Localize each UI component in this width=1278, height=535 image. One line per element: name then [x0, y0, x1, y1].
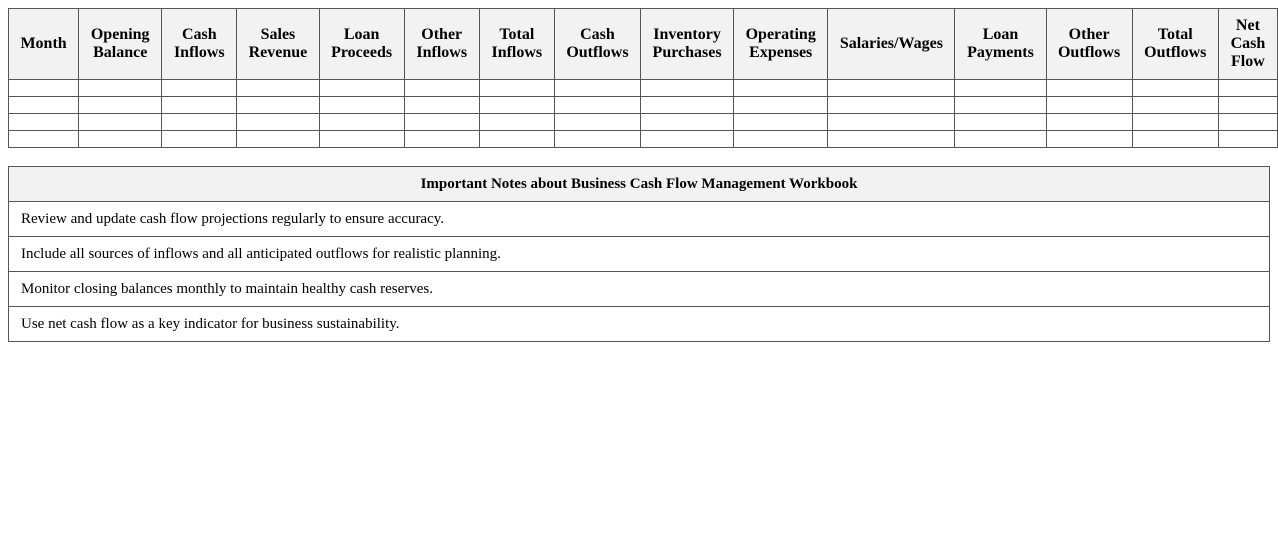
cell-salaries-wages[interactable] [828, 97, 955, 114]
column-header-cash-inflows: Cash Inflows [162, 9, 237, 80]
cell-loan-proceeds[interactable] [319, 114, 404, 131]
cell-sales-revenue[interactable] [237, 131, 319, 148]
column-header-cash-outflows: Cash Outflows [554, 9, 640, 80]
table-row [9, 131, 1278, 148]
cell-other-inflows[interactable] [404, 114, 479, 131]
cell-inventory-purchases[interactable] [641, 131, 734, 148]
cell-cash-inflows[interactable] [162, 80, 237, 97]
cell-cash-inflows[interactable] [162, 131, 237, 148]
cell-loan-proceeds[interactable] [319, 97, 404, 114]
note-item: Include all sources of inflows and all anticipated outflows for realistic planning. [9, 237, 1270, 272]
cash-flow-table [8, 8, 1278, 148]
cell-total-outflows[interactable] [1132, 114, 1218, 131]
header-row [9, 9, 1278, 80]
notes-header-row [9, 167, 1270, 202]
cell-cash-outflows[interactable] [554, 80, 640, 97]
note-item: Review and update cash flow projections regularly to ensure accuracy. [9, 202, 1270, 237]
column-header-other-outflows: Other Outflows [1046, 9, 1132, 80]
cell-inventory-purchases[interactable] [641, 97, 734, 114]
column-header-opening-balance: Opening Balance [79, 9, 162, 80]
column-header-net-cash-flow: Net Cash Flow [1218, 9, 1277, 80]
column-header-salaries-wages: Salaries/Wages [828, 9, 955, 80]
cell-net-cash-flow[interactable] [1218, 131, 1277, 148]
cell-other-inflows[interactable] [404, 97, 479, 114]
cell-other-outflows[interactable] [1046, 114, 1132, 131]
cell-month[interactable] [9, 97, 79, 114]
note-row [9, 202, 1270, 237]
cell-other-inflows[interactable] [404, 131, 479, 148]
cell-net-cash-flow[interactable] [1218, 114, 1277, 131]
notes-table [8, 166, 1270, 342]
cell-other-outflows[interactable] [1046, 80, 1132, 97]
cell-month[interactable] [9, 80, 79, 97]
cash-flow-table-body [9, 80, 1278, 148]
cell-total-outflows[interactable] [1132, 97, 1218, 114]
column-header-month: Month [9, 9, 79, 80]
column-header-sales-revenue: Sales Revenue [237, 9, 319, 80]
cell-loan-payments[interactable] [955, 80, 1046, 97]
cell-total-inflows[interactable] [479, 131, 554, 148]
note-row [9, 272, 1270, 307]
cell-other-outflows[interactable] [1046, 131, 1132, 148]
cell-opening-balance[interactable] [79, 97, 162, 114]
cell-net-cash-flow[interactable] [1218, 97, 1277, 114]
cell-cash-outflows[interactable] [554, 131, 640, 148]
cell-opening-balance[interactable] [79, 80, 162, 97]
cell-salaries-wages[interactable] [828, 114, 955, 131]
column-header-total-inflows: Total Inflows [479, 9, 554, 80]
cell-other-outflows[interactable] [1046, 97, 1132, 114]
note-row [9, 307, 1270, 342]
cell-salaries-wages[interactable] [828, 131, 955, 148]
cell-month[interactable] [9, 131, 79, 148]
cell-loan-proceeds[interactable] [319, 80, 404, 97]
cell-opening-balance[interactable] [79, 131, 162, 148]
cell-salaries-wages[interactable] [828, 80, 955, 97]
note-row [9, 237, 1270, 272]
cell-operating-expenses[interactable] [734, 114, 828, 131]
cash-flow-table-container [8, 8, 1278, 148]
column-header-total-outflows: Total Outflows [1132, 9, 1218, 80]
cell-inventory-purchases[interactable] [641, 114, 734, 131]
cell-operating-expenses[interactable] [734, 131, 828, 148]
cell-net-cash-flow[interactable] [1218, 80, 1277, 97]
cell-total-outflows[interactable] [1132, 131, 1218, 148]
cell-sales-revenue[interactable] [237, 114, 319, 131]
column-header-loan-payments: Loan Payments [955, 9, 1046, 80]
column-header-operating-expenses: Operating Expenses [734, 9, 828, 80]
cell-loan-proceeds[interactable] [319, 131, 404, 148]
cell-sales-revenue[interactable] [237, 80, 319, 97]
table-row [9, 80, 1278, 97]
cell-operating-expenses[interactable] [734, 80, 828, 97]
cell-inventory-purchases[interactable] [641, 80, 734, 97]
cell-total-inflows[interactable] [479, 97, 554, 114]
table-row [9, 97, 1278, 114]
table-row [9, 114, 1278, 131]
cell-cash-inflows[interactable] [162, 114, 237, 131]
cell-cash-outflows[interactable] [554, 114, 640, 131]
column-header-inventory-purchases: Inventory Purchases [641, 9, 734, 80]
cell-sales-revenue[interactable] [237, 97, 319, 114]
cell-month[interactable] [9, 114, 79, 131]
notes-title: Important Notes about Business Cash Flow Management Workbook [9, 167, 1270, 202]
cell-total-inflows[interactable] [479, 114, 554, 131]
column-header-loan-proceeds: Loan Proceeds [319, 9, 404, 80]
cell-total-inflows[interactable] [479, 80, 554, 97]
column-header-other-inflows: Other Inflows [404, 9, 479, 80]
cell-loan-payments[interactable] [955, 114, 1046, 131]
note-item: Monitor closing balances monthly to maintain healthy cash reserves. [9, 272, 1270, 307]
cell-cash-outflows[interactable] [554, 97, 640, 114]
cell-opening-balance[interactable] [79, 114, 162, 131]
cell-loan-payments[interactable] [955, 97, 1046, 114]
cell-cash-inflows[interactable] [162, 97, 237, 114]
cell-loan-payments[interactable] [955, 131, 1046, 148]
cell-other-inflows[interactable] [404, 80, 479, 97]
cell-operating-expenses[interactable] [734, 97, 828, 114]
note-item: Use net cash flow as a key indicator for business sustainability. [9, 307, 1270, 342]
cell-total-outflows[interactable] [1132, 80, 1218, 97]
